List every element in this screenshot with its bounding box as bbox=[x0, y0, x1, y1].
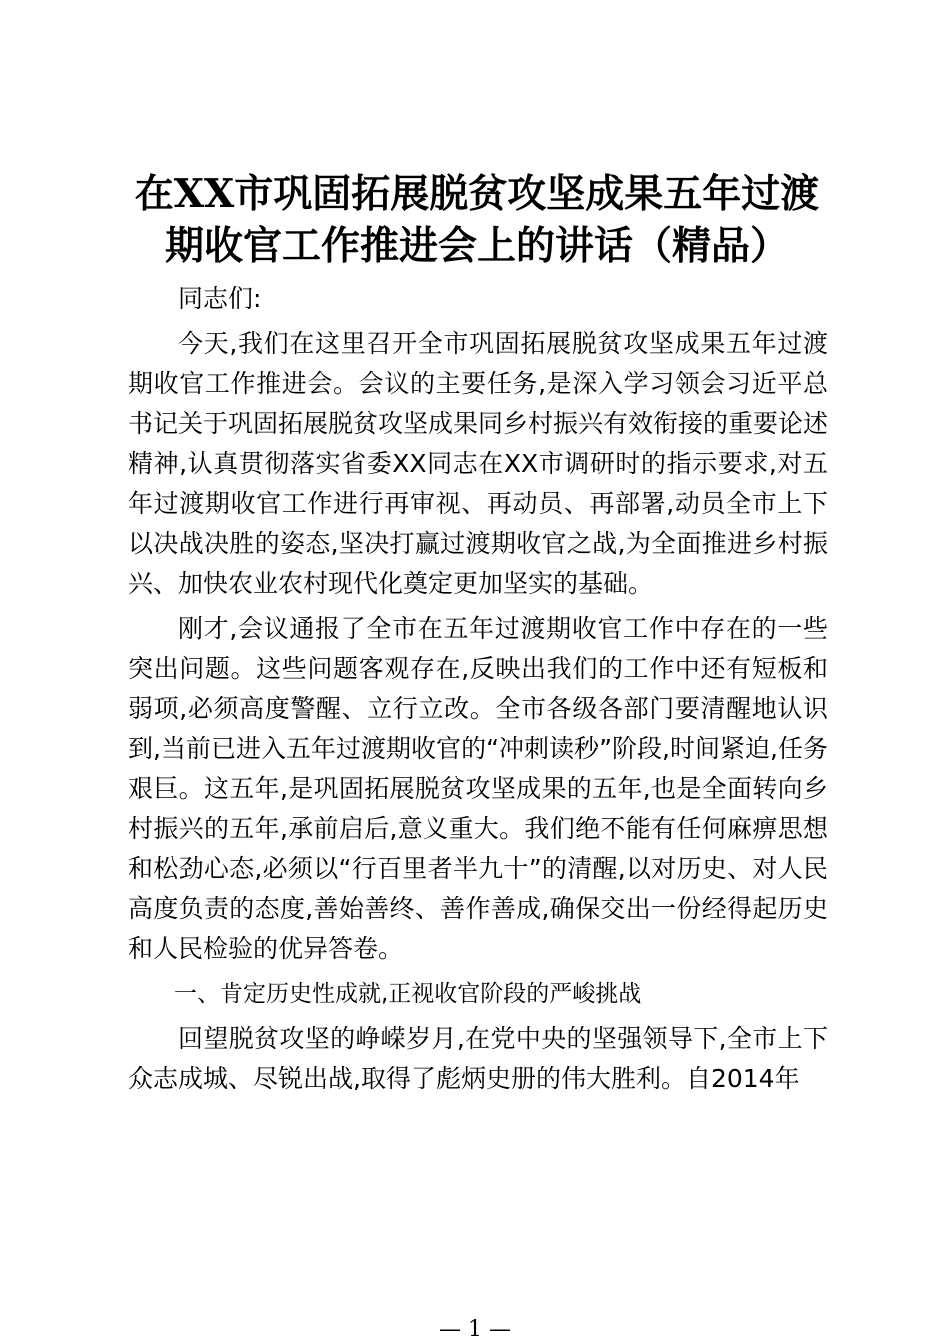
document-title: 在XX市巩固拓展脱贫攻坚成果五年过渡期收官工作推进会上的讲话（精品） bbox=[134, 171, 820, 269]
paragraph-3: 回望脱贫攻坚的峥嵘岁月,在党中央的坚强领导下,全市上下众志成城、尽锐出战,取得了彪炳史册的伟大胜利。自2014年 bbox=[128, 1024, 828, 1093]
section-heading: 一、肯定历史性成就,正视收官阶段的严峻挑战 bbox=[174, 981, 642, 1007]
document-body bbox=[128, 279, 828, 1099]
paragraph-1: 今天,我们在这里召开全市巩固拓展脱贫攻坚成果五年过渡期收官工作推进会。会议的主要任务,是深入学习领会习近平总书记关于巩固拓展脱贫攻坚成果同乡村振兴有效衔接的重要论述精神,认真贯彻落实省委XX同志在XX市调研时的指示要求,对五年过渡期收官工作进行再审视、再动员、再部署,动员全市上下以决战决胜的姿态,坚决打赢过渡期收官之战,为全面推进乡村振兴、加快农业农村现代化奠定更加坚实的基础。 bbox=[128, 329, 829, 598]
salutation: 同志们: bbox=[178, 284, 262, 313]
paragraph-2: 刚才,会议通报了全市在五年过渡期收官工作中存在的一些突出问题。这些问题客观存在,反映出我们的工作中还有短板和弱项,必须高度警醒、立行立改。全市各级各部门要清醒地认识到,当前已进入五年过渡期收官的“冲刺读秒”阶段,时间紧迫,任务艰巨。这五年,是巩固拓展脱贫攻坚成果的五年,也是全面转向乡村振兴的五年,承前启后,意义重大。我们绝不能有任何麻痹思想和松劲心态,必须以“行百里者半九十”的清醒,以对历史、对人民高度负责的态度,善始善终、善作善成,确保交出一份经得起历史和人民检验的优异答卷。 bbox=[128, 614, 828, 963]
page-number: — 1 — bbox=[439, 1317, 511, 1342]
